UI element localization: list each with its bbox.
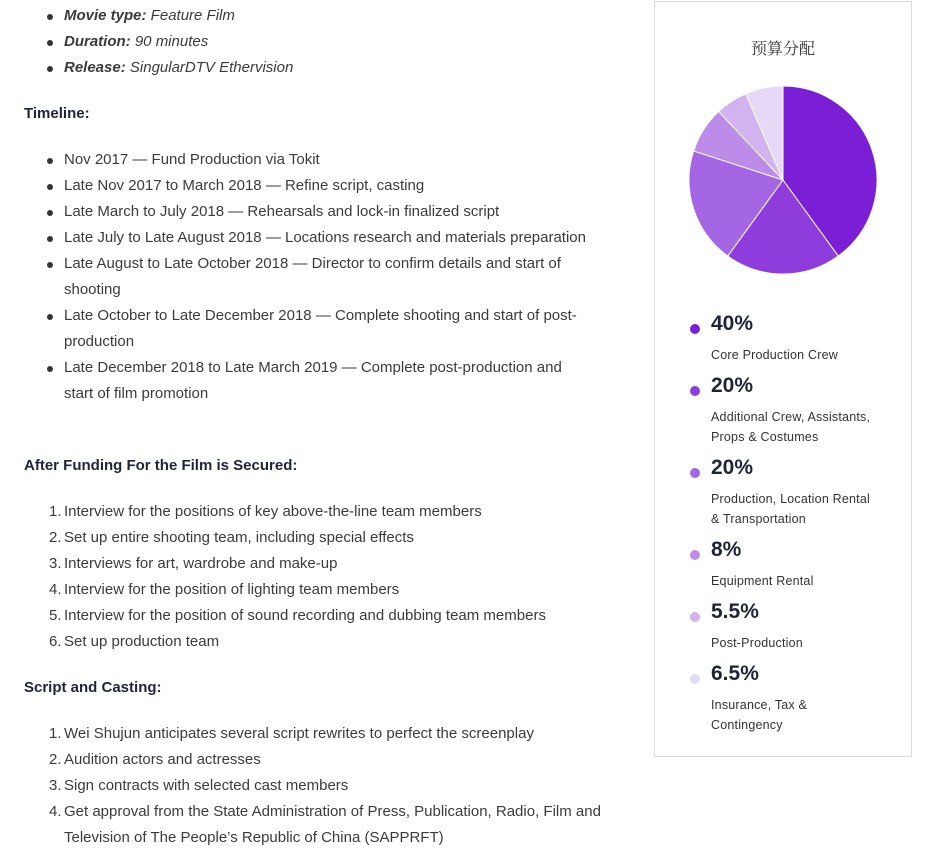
legend-label: Equipment Rental (711, 574, 814, 588)
legend-label: Additional Crew, Assistants, Props & Costumes (711, 410, 871, 444)
budget-card (654, 1, 912, 757)
list-item: Late December 2018 to Late March 2019 — Complete post-production and start of film promotion (0, 355, 594, 407)
legend-swatch (690, 674, 700, 684)
legend-label: Core Production Crew (711, 348, 838, 362)
list-item: Duration: 90 minutes (0, 29, 594, 55)
legend-percent: 20% (711, 456, 754, 479)
list-item: Late October to Late December 2018 — Complete shooting and start of post-production (0, 303, 594, 355)
legend-label: Production, Location Rental & Transportation (711, 492, 870, 526)
list-item: 2. Set up entire shooting team, including special effects (49, 529, 414, 546)
after-funding-list (0, 499, 604, 655)
legend-swatch (690, 550, 700, 560)
list-item: Late March to July 2018 — Rehearsals and lock-in finalized script (0, 199, 594, 225)
legend-swatch (690, 468, 700, 478)
list-item: Nov 2017 — Fund Production via Tokit (0, 147, 594, 173)
list-item: Movie type: Feature Film (0, 3, 594, 29)
list-item: Late August to Late October 2018 — Director to confirm details and start of shooting (0, 251, 594, 303)
chart-title: 预算分配 (750, 41, 815, 58)
legend-percent: 8% (711, 538, 742, 561)
after-funding-heading: After Funding For the Film is Secured: (24, 457, 298, 474)
legend-label: Post-Production (711, 636, 803, 650)
legend-swatch (690, 324, 700, 334)
list-item: Late Nov 2017 to March 2018 — Refine script, casting (0, 173, 594, 199)
timeline-list (0, 147, 594, 407)
budget-pie-chart (688, 85, 878, 275)
film-details-list (0, 3, 594, 81)
list-item: 4. Get approval from the State Administration of Press, Publication, Radio, Film and Television of The People’s Republic of China (SAPPRFT) (49, 803, 601, 846)
list-item: 4. Interview for the position of lighting team members (49, 581, 400, 598)
list-item: Release: SingularDTV Ethervision (0, 55, 594, 81)
legend-percent: 20% (711, 374, 754, 397)
script-casting-heading: Script and Casting: (24, 679, 162, 696)
legend-label: Insurance, Tax & Contingency (711, 698, 808, 732)
script-casting-list (0, 721, 604, 851)
legend-percent: 40% (711, 312, 754, 335)
legend-swatch (690, 612, 700, 622)
list-item: 3. Interviews for art, wardrobe and make-up (49, 555, 338, 572)
timeline-heading: Timeline: (24, 105, 90, 122)
legend-percent: 5.5% (711, 600, 759, 623)
list-item: 6. Set up production team (49, 633, 220, 650)
list-item: 5. Interview for the position of sound recording and dubbing team members (49, 607, 546, 624)
legend-percent: 6.5% (711, 662, 759, 685)
list-item: 2. Audition actors and actresses (49, 751, 261, 768)
list-item: Late July to Late August 2018 — Locations research and materials preparation (0, 225, 594, 251)
list-item: 3. Sign contracts with selected cast members (49, 777, 349, 794)
list-item: 1. Wei Shujun anticipates several script rewrites to perfect the screenplay (49, 725, 534, 742)
list-item: 1. Interview for the positions of key above-the-line team members (49, 503, 482, 520)
legend-swatch (690, 386, 700, 396)
